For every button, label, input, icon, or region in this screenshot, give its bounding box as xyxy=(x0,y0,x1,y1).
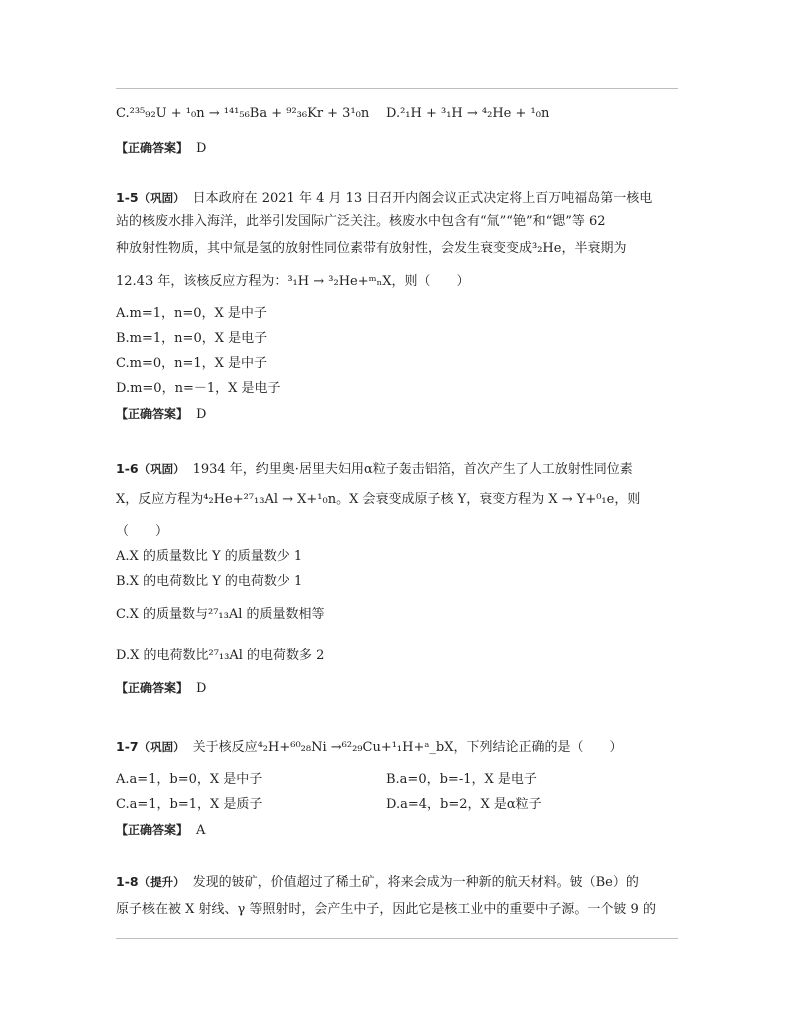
question-text: 关于核反应⁴₂H+⁶⁰₂₈Ni →⁶²₂₉Cu+¹₁H+ᵃ_bX，下列结论正确的是（ ） xyxy=(192,740,623,755)
option-a: A.a=1，b=0，X 是中子 xyxy=(116,772,263,787)
option-a: A.m=1，n=0，X 是中子 xyxy=(116,306,267,321)
answer-row-1-7 xyxy=(116,822,205,839)
option-d: D.a=4，b=2，X 是α粒子 xyxy=(386,797,542,812)
question-1-6-line-3: （ ） xyxy=(116,524,169,539)
question-1-5-line-4: 12.43 年，该核反应方程为：³₁H → ³₂He+ᵐₙX，则（ ） xyxy=(116,274,470,289)
difficulty-tag: （巩固） xyxy=(138,191,185,205)
question-1-7-line-1 xyxy=(116,739,622,756)
option-c: C.a=1，b=1，X 是质子 xyxy=(116,797,263,812)
option-d: D.m=0，n=－1，X 是电子 xyxy=(116,381,281,396)
difficulty-tag: （提升） xyxy=(138,875,185,889)
question-1-5-line-2: 站的核废水排入海洋，此举引发国际广泛关注。核废水中包含有“氚”“铯”和“锶”等 62 xyxy=(116,214,606,229)
question-1-8-line-2: 原子核在被 X 射线、γ 等照射时，会产生中子，因此它是核工业中的重要中子源。一个铍 9 的 xyxy=(116,902,656,917)
answer-row-1-5 xyxy=(116,406,206,423)
option-c: C.X 的质量数与²⁷₁₃Al 的质量数相等 xyxy=(116,607,325,622)
question-1-8-line-1 xyxy=(116,874,639,891)
question-text: 日本政府在 2021 年 4 月 13 日召开内阁会议正式决定将上百万吨福岛第一核电 xyxy=(192,191,653,206)
difficulty-tag: （巩固） xyxy=(138,740,185,754)
question-1-5-line-1 xyxy=(116,190,652,207)
bottom-rule xyxy=(116,938,678,939)
difficulty-tag: （巩固） xyxy=(138,462,185,476)
answer-label: 【正确答案】 xyxy=(116,407,189,421)
answer-value: D xyxy=(196,141,207,156)
question-text: 发现的铍矿，价值超过了稀土矿，将来会成为一种新的航天材料。铍（Be）的 xyxy=(192,875,639,890)
question-number: 1-5 xyxy=(116,190,139,205)
option-b: B.a=0，b=-1，X 是电子 xyxy=(386,772,537,787)
answer-label: 【正确答案】 xyxy=(116,823,189,837)
question-1-5-line-3: 种放射性物质，其中氚是氢的放射性同位素带有放射性，会发生衰变变成³₂He，半衰期为 xyxy=(116,241,627,256)
answer-label: 【正确答案】 xyxy=(116,141,189,155)
option-c-top: C.²³⁵₉₂U + ¹₀n → ¹⁴¹₅₆Ba + ⁹²₃₆Kr + 3¹₀n xyxy=(116,106,370,121)
top-rule xyxy=(116,88,678,89)
question-number: 1-8 xyxy=(116,874,139,889)
question-number: 1-6 xyxy=(116,461,139,476)
answer-row-1-6 xyxy=(116,680,206,697)
answer-value: A xyxy=(196,823,206,838)
option-d: D.X 的电荷数比²⁷₁₃Al 的电荷数多 2 xyxy=(116,648,325,663)
option-c: C.m=0，n=1，X 是中子 xyxy=(116,356,268,371)
answer-value: D xyxy=(196,681,207,696)
option-b: B.m=1，n=0，X 是电子 xyxy=(116,331,268,346)
question-text: 1934 年，约里奥·居里夫妇用α粒子轰击铝箔，首次产生了人工放射性同位素 xyxy=(192,462,633,477)
option-d-top: D.²₁H + ³₁H → ⁴₂He + ¹₀n xyxy=(386,106,550,121)
answer-label: 【正确答案】 xyxy=(116,681,189,695)
question-1-6-line-2: X，反应方程为⁴₂He+²⁷₁₃Al → X+¹₀n。X 会衰变成原子核 Y，衰变方程为 X → Y+⁰₁e，则 xyxy=(116,492,641,507)
question-number: 1-7 xyxy=(116,739,139,754)
answer-value: D xyxy=(196,407,207,422)
option-a: A.X 的质量数比 Y 的质量数少 1 xyxy=(116,549,303,564)
answer-row-1-4 xyxy=(116,140,206,157)
option-b: B.X 的电荷数比 Y 的电荷数少 1 xyxy=(116,574,303,589)
question-1-6-line-1 xyxy=(116,461,633,478)
